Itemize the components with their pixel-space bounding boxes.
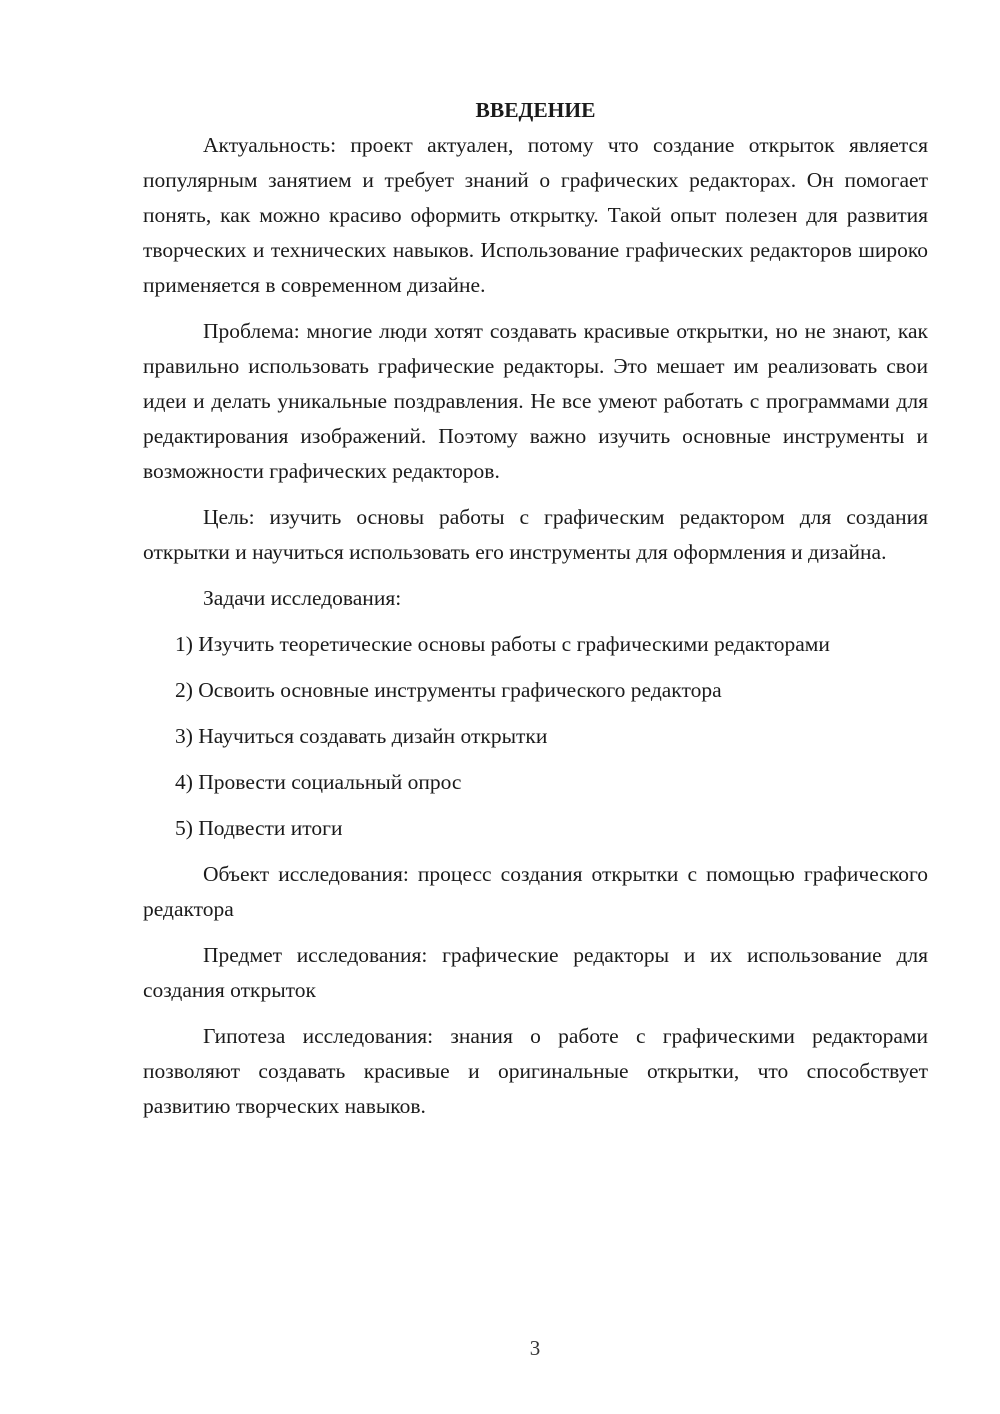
- section-title: ВВЕДЕНИЕ: [475, 98, 596, 122]
- task-item-2: 2) Освоить основные инструменты графического редактора: [175, 678, 722, 702]
- document-content: [143, 93, 928, 1124]
- task-item-3: 3) Научиться создавать дизайн открытки: [175, 724, 548, 748]
- paragraph-hypothesis: Гипотеза исследования: знания о работе с графическими редакторами позволяют создавать красивые и оригинальные открытки, что способствует развитию творческих навыков.: [143, 1024, 928, 1118]
- task-item-4: 4) Провести социальный опрос: [175, 770, 462, 794]
- task-item-1: 1) Изучить теоретические основы работы с графическими редакторами: [175, 632, 830, 656]
- paragraph-tasks-heading: Задачи исследования:: [203, 586, 402, 610]
- task-item-5: 5) Подвести итоги: [175, 816, 343, 840]
- page-number: 3: [529, 1336, 541, 1360]
- paragraph-object: Объект исследования: процесс создания открытки с помощью графического редактора: [143, 862, 928, 921]
- paragraph-goal: Цель: изучить основы работы с графическим редактором для создания открытки и научиться использовать его инструменты для оформления и дизайна.: [143, 505, 928, 564]
- paragraph-relevance: Актуальность: проект актуален, потому что создание открыток является популярным занятием и требует знаний о графических редакторах. Он помогает понять, как можно красиво оформить открытку. Такой опыт полезен для развития творческих и технических навыков. Использование графических редакторов широко применяется в современном дизайне.: [143, 133, 928, 297]
- paragraph-problem: Проблема: многие люди хотят создавать красивые открытки, но не знают, как правильно использовать графические редакторы. Это мешает им реализовать свои идеи и делать уникальные поздравления. Не все умеют работать с программами для редактирования изображений. Поэтому важно изучить основные инструменты и возможности графических редакторов.: [143, 319, 928, 483]
- paragraph-subject: Предмет исследования: графические редакторы и их использование для создания открыток: [143, 943, 928, 1002]
